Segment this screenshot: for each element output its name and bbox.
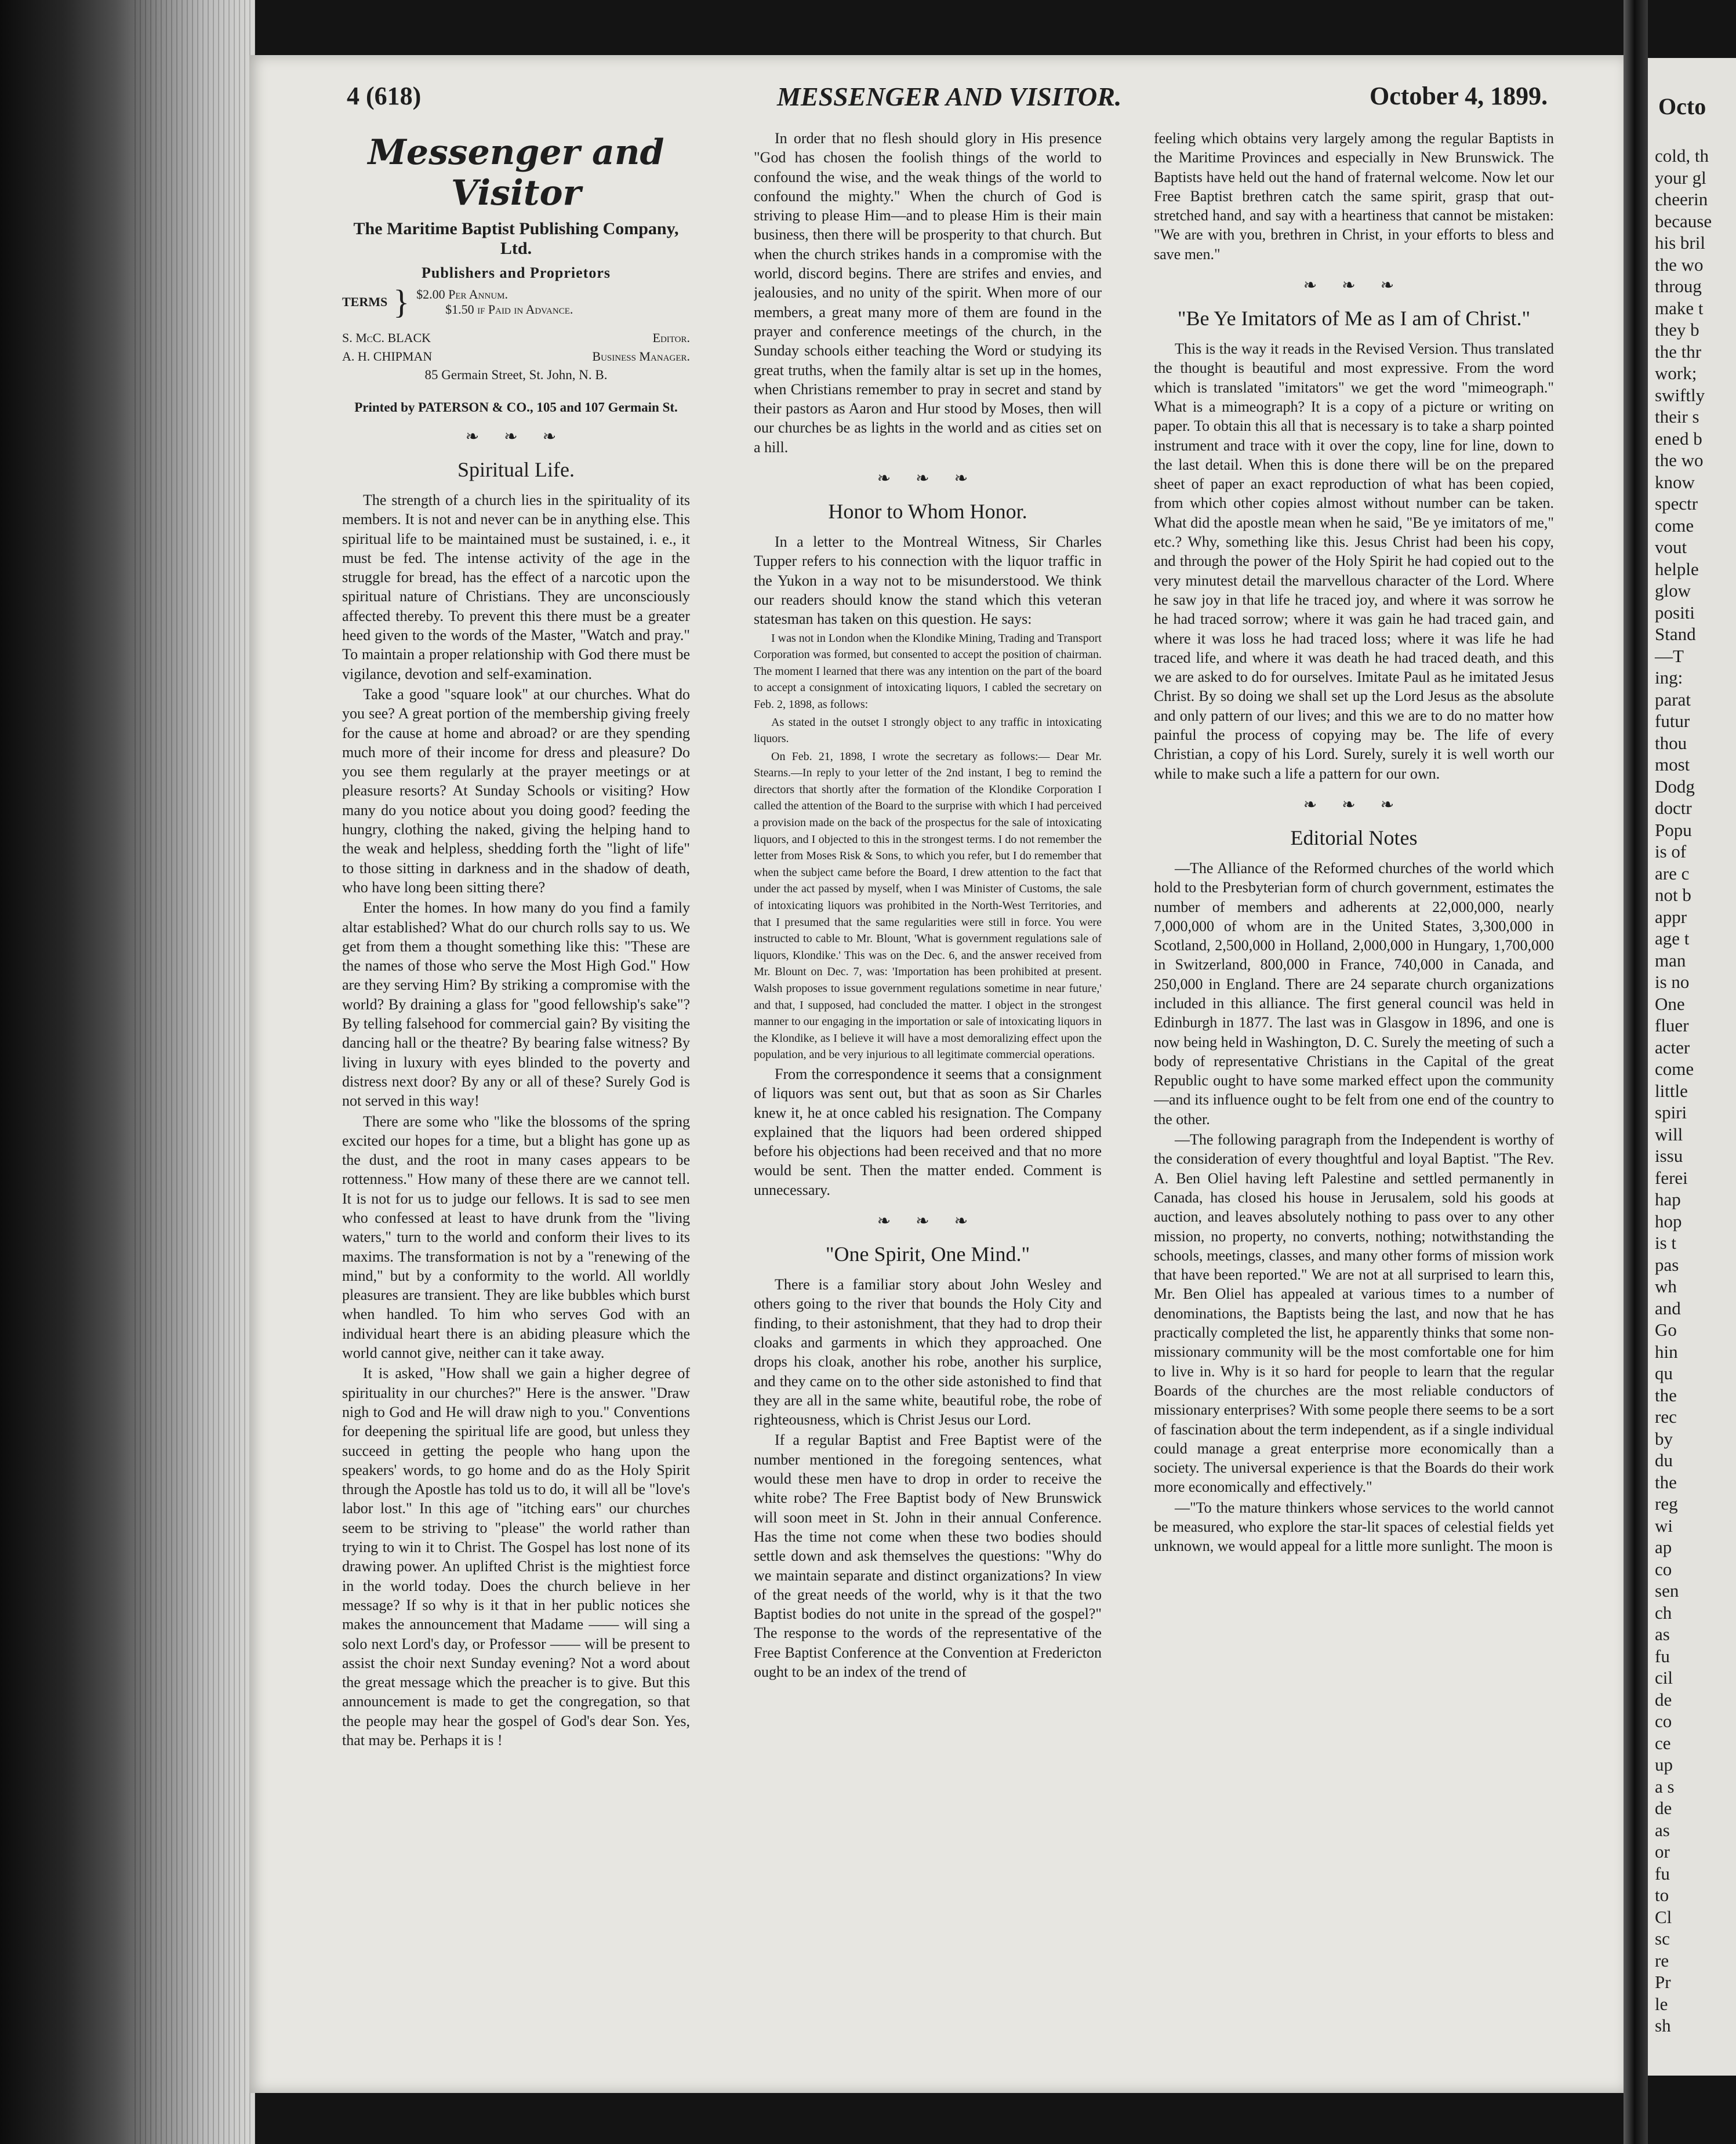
adjacent-line-fragment: ap <box>1655 1537 1672 1557</box>
adjacent-line-fragment: rec <box>1655 1407 1677 1427</box>
adjacent-line-fragment: as <box>1655 1819 1670 1840</box>
article-paragraph: In a letter to the Montreal Witness, Sir Charles Tupper refers to his connection with the liquor traffic in the Yukon in a way not to be misunderstood. We think our readers should know the stand which this veteran statesman has taken on this question. He says: <box>754 533 1102 628</box>
adjacent-line-fragment: hap <box>1655 1189 1681 1209</box>
ornament-divider: ❧ ❧ ❧ <box>465 428 567 446</box>
adjacent-line-fragment: Stand <box>1655 624 1696 644</box>
adjacent-line-fragment: man <box>1655 950 1686 971</box>
adjacent-line-fragment: hop <box>1655 1211 1682 1231</box>
adjacent-line-fragment: acter <box>1655 1037 1690 1058</box>
terms-price-advance: $1.50 if Paid in Advance. <box>445 302 573 317</box>
terms-label: TERMS <box>342 295 388 309</box>
ornament-divider: ❧ ❧ ❧ <box>1303 795 1405 814</box>
column-3 <box>1154 129 1554 2025</box>
adjacent-line-fragment: wh <box>1655 1276 1677 1296</box>
adjacent-line-fragment: is no <box>1655 972 1690 992</box>
manager-line <box>342 348 690 365</box>
adjacent-line-fragment: little <box>1655 1080 1688 1101</box>
adjacent-line-fragment: the <box>1655 1471 1677 1492</box>
article-paragraph: feeling which obtains very largely among the regular Baptists in the Maritime Provinces and especially in New Brunswick. The Baptists have held out the hand of fraternal welcome. Now let our Free Baptist brethren catch the same spirit, grasp that out-stretched hand, and say with a heartiness that cannot be mistaken: "We are with you, brethren in Christ, in your efforts to bless and save men." <box>1154 130 1554 263</box>
adjacent-line-fragment: throug <box>1655 276 1702 296</box>
manager-role: Business Manager. <box>592 349 690 364</box>
adjacent-line-fragment: ch <box>1655 1602 1672 1623</box>
ornament-divider: ❧ ❧ ❧ <box>1303 277 1405 295</box>
adjacent-line-fragment: fluer <box>1655 1015 1689 1035</box>
adjacent-line-fragment: are c <box>1655 863 1690 884</box>
adjacent-line-fragment: because <box>1655 210 1712 231</box>
adjacent-line-fragment: by <box>1655 1428 1673 1449</box>
office-address: 85 Germain Street, St. John, N. B. <box>424 368 608 382</box>
adjacent-line-fragment: will <box>1655 1124 1683 1144</box>
issue-date: October 4, 1899. <box>1370 82 1548 110</box>
page-number: 4 (618) <box>347 82 422 110</box>
adjacent-line-fragment: spiri <box>1655 1102 1687 1122</box>
adjacent-line-fragment: ce <box>1655 1732 1671 1753</box>
adjacent-line-fragment: the wo <box>1655 450 1704 470</box>
quoted-letter: I was not in London when the Klondike Mining, Trading and Transport Corporation was formed, but consented to accept the position of chairman. The moment I learned that there was any intention on the part of the board to accept a consignment of intoxicating liquors, I cabled the secretary on Feb. 2, 1898, as follows: <box>754 631 1102 711</box>
adjacent-line-fragment: hin <box>1655 1341 1678 1362</box>
article-title-spiritual-life: Spiritual Life. <box>457 458 575 481</box>
adjacent-line-fragment: vout <box>1655 537 1687 557</box>
article-title-one-spirit: "One Spirit, One Mind." <box>825 1242 1030 1266</box>
adjacent-line-fragment: fu <box>1655 1645 1670 1666</box>
adjacent-line-fragment: and <box>1655 1298 1681 1318</box>
adjacent-line-fragment: appr <box>1655 906 1687 927</box>
masthead-publishers: Publishers and Proprietors <box>422 264 611 281</box>
adjacent-line-fragment: sen <box>1655 1580 1679 1601</box>
adjacent-line-fragment: helple <box>1655 558 1699 579</box>
adjacent-line-fragment: ened b <box>1655 428 1702 449</box>
masthead-company: The Maritime Baptist Publishing Company, Ltd. <box>353 219 679 258</box>
adjacent-line-fragment: positi <box>1655 602 1695 623</box>
adjacent-page-fragment <box>1648 58 1736 2076</box>
adjacent-line-fragment: qu <box>1655 1363 1673 1383</box>
adjacent-line-fragment: —T <box>1655 645 1684 666</box>
article-paragraph: Take a good "square look" at our churches. What do you see? A great portion of the membership giving freely for the cause at home and abroad? or are they spending much more of their income for dress and pleasure? Do you see them regularly at the prayer meetings or at pleasure resorts? At Sunday Schools or visiting? How many do you notice about you doing good? feeding the hungry, clothing the naked, giving the helping hand to the weak and helpless, shedding forth the "light of life" to those sitting in darkness and in the shadow of death, who have long been sitting there? <box>342 685 690 896</box>
adjacent-line-fragment: le <box>1655 1993 1668 2014</box>
adjacent-line-fragment: spectr <box>1655 493 1698 514</box>
column-1 <box>342 129 690 2025</box>
adjacent-line-fragment: futur <box>1655 711 1690 731</box>
quoted-letter: On Feb. 21, 1898, I wrote the secretary as follows:— Dear Mr. Stearns.—In reply to your letter of the 2nd instant, I beg to remind the directors that shortly after the formation of the Klondike Corporation I called the attention of the Board to the surprise with which I had perceived a provision made on the back of the prospectus for the sale of intoxicating liquors, and I objected to this in the strongest terms. I do not remember the letter from Moses Risk & Sons, to which you refer, but I do remember that when the subject came before the Board, I drew attention to the fact that under the act passed by myself, when I was Minister of Customs, the sale of intoxicating liquors was prohibited in the North-West Territories, and that I presumed that the same regularities were still in force. You were instructed to cable to Mr. Blount, 'What is government regulations sale of liquors, Klondike.' This was on the Dec. 6, and the answer received from Mr. Blount on Dec. 7, was: 'Importation has been prohibited at present. Walsh proposes to issue government regulations sometime in near future,' and that, I supposed, had concluded the matter. I object in the strongest manner to our engaging in the importation or sale of intoxicating liquors in the Klondike, as I believe it will have a most demoralizing effect upon the population, and be very injurious to all legitimate commercial operations. <box>754 750 1102 1062</box>
ornament-divider: ❧ ❧ ❧ <box>877 470 979 488</box>
adjacent-line-fragment: issu <box>1655 1146 1683 1166</box>
adjacent-line-fragment: Go <box>1655 1320 1677 1340</box>
adjacent-line-fragment: parat <box>1655 689 1691 710</box>
quoted-letter: As stated in the outset I strongly object to any traffic in intoxicating liquors. <box>754 715 1102 746</box>
article-paragraph: —"To the mature thinkers whose services to the world cannot be measured, who explore the star-lit spaces of celestial fields yet unknown, we would appeal for a little more sunlight. The moon is <box>1154 1499 1554 1555</box>
adjacent-page-header: Octo <box>1658 93 1706 119</box>
editor-name: S. McC. BLACK <box>342 330 431 345</box>
adjacent-line-fragment: reg <box>1655 1493 1678 1514</box>
adjacent-line-fragment: sc <box>1655 1928 1670 1949</box>
adjacent-line-fragment: they b <box>1655 319 1699 340</box>
adjacent-line-fragment: Popu <box>1655 819 1692 840</box>
adjacent-line-fragment: most <box>1655 754 1690 775</box>
article-paragraph: —The Alliance of the Reformed churches of the world which hold to the Presbyterian form of church government, estimates the number of members and adherents at 22,000,000, nearly 7,000,000 of whom are in the United States, 3,300,000 in Scotland, 2,500,000 in Holland, 2,000,000 in Hungary, 1,700,000 in Switzerland, 800,000 in France, 740,000 in Canada, and 250,000 in England. There are 24 separate church organizations included in this alliance. The first general council was held in Edinburgh in 1877. The last was in Glasgow in 1896, and one is now being held in Washington, D. C. Surely the meeting of such a body of representative Christians in the Capital of the great Republic ought to have some marked effect upon the community—and its influence ought to be felt from one end of the country to the other. <box>1154 859 1554 1128</box>
adjacent-line-fragment: work; <box>1655 363 1697 383</box>
editor-role: Editor. <box>652 330 690 345</box>
adjacent-line-fragment: pas <box>1655 1254 1679 1275</box>
column-2 <box>754 129 1102 2025</box>
adjacent-line-fragment: glow <box>1655 580 1691 601</box>
adjacent-line-fragment: not b <box>1655 885 1691 905</box>
terms-prices <box>416 287 573 317</box>
adjacent-line-fragment: up <box>1655 1754 1673 1775</box>
adjacent-line-fragment: come <box>1655 515 1694 536</box>
article-paragraph: There are some who "like the blossoms of the spring excited our hopes for a time, but a blight has gone up as the dust, and the root in many cases appears to be rottenness." How many of these there are we cannot tell. It is not for us to judge our fellows. It is sad to see men who confessed at least to have drunk from the "living waters," turn to the world and conform their lives to its maxims. The transformation is not by a "renewing of the mind," but by a conformity to the world. All worldly pleasures are transient. They are like bubbles which burst when handled. To him who serves God with an individual heart there is an abiding pleasure which the world cannot give, neither can it take away. <box>342 1113 690 1362</box>
adjacent-line-fragment: make t <box>1655 297 1704 318</box>
article-title-honor: Honor to Whom Honor. <box>828 500 1027 524</box>
adjacent-line-fragment: One <box>1655 993 1685 1014</box>
ornament-divider: ❧ ❧ ❧ <box>877 1212 979 1231</box>
adjacent-line-fragment: age t <box>1655 928 1690 949</box>
adjacent-line-fragment: is of <box>1655 841 1687 862</box>
adjacent-line-fragment: cheerin <box>1655 189 1708 209</box>
adjacent-line-fragment: re <box>1655 1950 1669 1971</box>
adjacent-line-fragment: swiftly <box>1655 384 1705 405</box>
adjacent-line-fragment: fu <box>1655 1863 1670 1884</box>
article-paragraph: If a regular Baptist and Free Baptist were of the number mentioned in the foregoing sentences, what would these men have to drop in order to receive the white robe? The Free Baptist body of New Brunswick will soon meet in St. John in their annual Conference. Has the time not come when these two bodies should settle down and ask themselves the questions: "Why do we maintain separate and distinct organizations? In view of the great needs of the world, why is it that the two Baptist bodies do not unite in the spread of the gospel?" The response to the words of the representative of the Free Baptist Conference at the Convention at Fredericton ought to be an index of the trend of <box>754 1431 1102 1680</box>
article-paragraph: In order that no flesh should glory in His presence "God has chosen the foolish things of the world to confound the wise, and the weak things of the world to confound the mighty." When the church of God is striving to please Him—and to please Him is their main business, then there will be prosperity to that church. But when the church strikes hands in a compromise with the world, discord begins. There are strifes and envies, and jealousies, and no unity of the spirit. When more of our members, a great many more of them are found in the prayer and conference meetings of the church, in the Sunday schools either teaching the Word or studying its great truths, when the family altar is set up in the homes, when Christians remember to pray in secret and stand by their pastors as Aaron and Hur stood by Moses, then will our churches be as lights in the world and as cities set on a hill. <box>754 130 1102 456</box>
adjacent-line-fragment: ing: <box>1655 667 1683 688</box>
adjacent-line-fragment: thou <box>1655 732 1687 753</box>
adjacent-line-fragment: is t <box>1655 1233 1677 1253</box>
adjacent-line-fragment: de <box>1655 1689 1672 1710</box>
running-title: MESSENGER AND VISITOR. <box>777 82 1122 111</box>
adjacent-line-fragment: Dodg <box>1655 776 1695 797</box>
terms-price-annual: $2.00 Per Annum. <box>416 287 509 301</box>
adjacent-line-fragment: doctr <box>1655 798 1692 818</box>
adjacent-line-fragment: to <box>1655 1885 1669 1905</box>
article-paragraph: The strength of a church lies in the spirituality of its members. It is not and never can be in anything else. This spiritual life to be maintained must be sustained, i. e., it must be fed. The intense activity of the age in the struggle for bread, has the effect of a narcotic upon the spiritual nature of Christians. They are unconsciously affected thereby. To prevent this there must be a greater heed given to the words of the Master, "Watch and pray." To maintain a proper relationship with God there must be vigilance, devotion and self-examination. <box>342 492 690 682</box>
page-stack-edges <box>135 0 256 2144</box>
adjacent-line-fragment: his bril <box>1655 232 1705 253</box>
adjacent-line-fragment: de <box>1655 1798 1672 1818</box>
brace-glyph: } <box>393 283 410 321</box>
article-paragraph: It is asked, "How shall we gain a higher degree of spirituality in our churches?" Here is the answer. "Draw nigh to God and He will draw nigh to you." Conventions for deepening the spiritual life are good, but unless they succeed in getting the people who hang upon the speakers' words, to go home and do as the Holy Spirit through the Apostle has told us to do, it will all be "love's labor lost." In this age of "itching ears" our churches seem to be striving to "please" the world rather than trying to win it to Christ. The Gospel has lost none of its drawing power. An uplifted Christ is the mightiest force in the world today. Does the church believe in her message? If so why is it that in her public notices she makes the announcement that Madame —— will sing a solo next Lord's day, or Professor —— will be present to assist the choir next Sunday evening? Not a word about the great message which the preacher is to give. But this announcement is made to get the congregation, so that the people may hear the gospel of God's dear Son. Yes, that may be. Perhaps it is ! <box>342 1365 690 1749</box>
printer-notice: Printed by PATERSON & CO., 105 and 107 Germain St. <box>354 400 678 415</box>
adjacent-line-fragment: the thr <box>1655 341 1702 362</box>
adjacent-line-fragment: come <box>1655 1059 1694 1079</box>
page-gutter <box>1624 0 1648 2144</box>
article-paragraph: Enter the homes. In how many do you find a family altar established? What do our church rolls say to us. We get from them a thought something like this: "These are the names of those who serve the Most High God." How are they serving Him? By striking a compromise with the world? By draining a glass for "good fellowship's sake"? By telling falsehood for commercial gain? By visiting the dancing hall or the theatre? By bearing false witness? By living in luxury with eyes blinded to the poverty and distress next door? By any or all of these? Surely God is not served in this way! <box>342 899 690 1110</box>
article-title-imitators: "Be Ye Imitators of Me as I am of Christ." <box>1177 307 1531 330</box>
adjacent-line-fragment: Pr <box>1655 1972 1671 1992</box>
adjacent-line-fragment: wi <box>1655 1515 1673 1536</box>
adjacent-line-fragment: know <box>1655 471 1695 492</box>
adjacent-line-fragment: as <box>1655 1624 1670 1644</box>
adjacent-line-fragment: your gl <box>1655 167 1706 188</box>
editor-line <box>342 329 690 347</box>
subscription-terms <box>342 285 690 319</box>
article-paragraph: This is the way it reads in the Revised Version. Thus translated the thought is beautiful and most expressive. From the word which is translated "imitators" we get the word "mimeograph." What is a mimeograph? It is a copy of a picture or writing on paper. To obtain this all that is necessary is to take a sharp pointed instrument and trace with it over the copy, line for line, down to the last detail. When this is done there will be on the prepared sheet of paper an exact reproduction of what has been copied, from which other copies almost without number can be taken. What did the apostle mean when he said, "Be ye imitators of me," etc.? Why, something like this. Jesus Christ had been his copy, and through the power of the Holy Spirit he had copied out to the very minutest detail the marvellous character of the Lord. Where he saw joy in that life he traced joy, and where it was sorrow he he had traced sorrow; where it was gain he had traced gain, and where it was loss he had traced loss; where it was life he had traced life, and where it was death he had traced death, and this we are asked to do for ourselves. Imitate Paul as he imitated Jesus Christ. By so doing we shall set up the Lord Jesus as the absolute and only pattern of our lives; and this we are to do no matter how painful the process of copying may be. The life of every Christian, a copy of his Lord. Surely, surely it is well worth our while to make such a life a pattern for our own. <box>1154 340 1554 782</box>
adjacent-line-fragment: sh <box>1655 2015 1671 2036</box>
adjacent-line-fragment: their s <box>1655 406 1699 427</box>
adjacent-line-fragment: cil <box>1655 1667 1673 1688</box>
manager-name: A. H. CHIPMAN <box>342 349 433 364</box>
adjacent-line-fragment: a s <box>1655 1776 1675 1797</box>
adjacent-line-fragment: ferei <box>1655 1167 1688 1188</box>
adjacent-line-fragment: Cl <box>1655 1906 1672 1927</box>
adjacent-line-fragment: the <box>1655 1384 1677 1405</box>
article-title-editorial-notes: Editorial Notes <box>1290 826 1418 849</box>
adjacent-line-fragment: the wo <box>1655 254 1704 275</box>
adjacent-line-fragment: cold, th <box>1655 146 1709 166</box>
adjacent-line-fragment: du <box>1655 1450 1673 1470</box>
adjacent-line-fragment: co <box>1655 1558 1672 1579</box>
masthead-title: Messenger and Visitor <box>368 132 664 213</box>
article-paragraph: From the correspondence it seems that a consignment of liquors was sent out, but that as soon as Sir Charles knew it, he at once cabled his resignation. The Company explained that the liquors had been ordered shipped before his objections had been received and that no more would be sent. Then the matter ended. Comment is unnecessary. <box>754 1065 1102 1198</box>
adjacent-line-fragment: co <box>1655 1711 1672 1731</box>
adjacent-line-fragment: or <box>1655 1841 1670 1862</box>
article-paragraph: There is a familiar story about John Wesley and others going to the river that bounds the Holy City and finding, to their astonishment, that they had to drop their cloaks and garments in which they approached. One drops his cloak, another his robe, another his surplice, and they came on to the other side astonished to find that they are all in the same white, beautiful robe, the robe of righteousness, which is Christ Jesus our Lord. <box>754 1276 1102 1429</box>
article-paragraph: —The following paragraph from the Independent is worthy of the consideration of every thoughtful and loyal Baptist. "The Rev. A. Ben Oliel having left Palestine and settled permanently in Canada, has closed his house in Jerusalem, sold his goods at auction, and leaves absolutely nothing to pass over to any other mission, no property, no converts, nothing; notwithstanding the schools, meetings, classes, and many other forms of mission work that have been reported." We are not at all surprised to learn this, Mr. Ben Oliel has appealed at various times to a number of denominations, the Baptists being the last, and now that he has practically completed the list, he apparently thinks that some non-missionary community will be the most comfortable one for him to live in. Why is it so hard for people to learn that the regular Boards of the churches are the most reliable conductors of missionary enterprises? With some people there seems to be a sort of fascination about the term independent, as if a single individual could manage a great enterprise more economically than a society. The universal experience is that the Boards do their work more economically and effectively." <box>1154 1131 1554 1496</box>
